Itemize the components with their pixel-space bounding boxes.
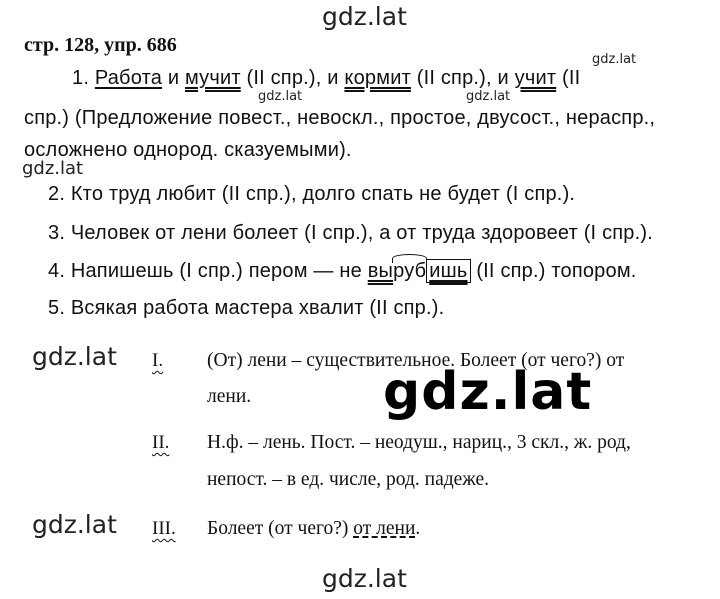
exercise-item-3: 3. Человек от лени болеет (I спр.), а от труда здоровеет (I спр.). — [48, 222, 653, 244]
watermark-left-1: gdz.lat — [22, 158, 84, 179]
watermark-center-large: gdz.lat — [383, 362, 593, 422]
watermark-left-2: gdz.lat — [32, 342, 117, 371]
exercise-item-4 — [48, 260, 637, 283]
predicate-3: учит — [514, 67, 557, 89]
item-4-tail: (II спр.) топором. — [476, 260, 637, 282]
watermark-small-3: gdz.lat — [466, 89, 511, 104]
predicate-1: мучит — [184, 67, 241, 89]
note-2: (II спр.), и — [416, 67, 509, 89]
exercise-item-1-line-1 — [72, 67, 580, 90]
analysis-step-1-line-2: лени. — [207, 386, 252, 407]
exercise-item-2: 2. Кто труд любит (II спр.), долго спать не будет (I спр.). — [48, 183, 576, 205]
exercise-item-1-line-2: спр.) (Предложение повест., невоскл., простое, двусост., нераспр., — [24, 107, 656, 129]
watermark-top: gdz.lat — [322, 2, 407, 31]
note-1: (II спр.), и — [246, 67, 339, 89]
page-title: стр. 128, упр. 686 — [24, 34, 177, 56]
exercise-item-5: 5. Всякая работа мастера хвалит (II спр.). — [48, 297, 445, 319]
subject-word: Работа — [94, 67, 163, 89]
predicate-2: кормит — [344, 67, 411, 89]
item-4-verb — [368, 260, 471, 282]
analysis-step-2-line-2: непост. – в ед. числе, род. падеже. — [207, 469, 490, 490]
note-3: (II — [561, 67, 581, 89]
step-3-period: . — [415, 518, 421, 539]
verb-prefix: вы — [367, 260, 394, 282]
analysis-step-2-numeral: II. — [152, 432, 170, 453]
analysis-step-1-line-1: (От) лени – существительное. Болеет (от чего?) от — [207, 350, 625, 371]
exercise-item-1-line-3: осложнено однород. сказуемыми). — [24, 139, 352, 161]
step-3-text: Болеет (от чего?) — [207, 518, 349, 539]
watermark-left-3: gdz.lat — [32, 510, 117, 539]
watermark-small-2: gdz.lat — [258, 89, 303, 104]
item-number: 1. — [72, 67, 90, 89]
analysis-step-2-line-1: Н.ф. – лень. Пост. – неодуш., нариц., 3 скл., ж. род, — [207, 432, 631, 453]
verb-ending: ишь — [426, 259, 470, 283]
analysis-step-1-numeral: I. — [152, 350, 164, 371]
item-4-text: 4. Напишешь (I спр.) пером — не — [48, 260, 362, 282]
analysis-step-3-line — [207, 518, 420, 540]
analysis-step-3-numeral: III. — [152, 518, 176, 539]
watermark-small-1: gdz.lat — [592, 52, 637, 67]
conjunction: и — [167, 67, 180, 89]
step-3-underlined: от лени — [353, 518, 416, 539]
watermark-bottom: gdz.lat — [322, 564, 407, 593]
verb-root: руб — [393, 260, 427, 282]
